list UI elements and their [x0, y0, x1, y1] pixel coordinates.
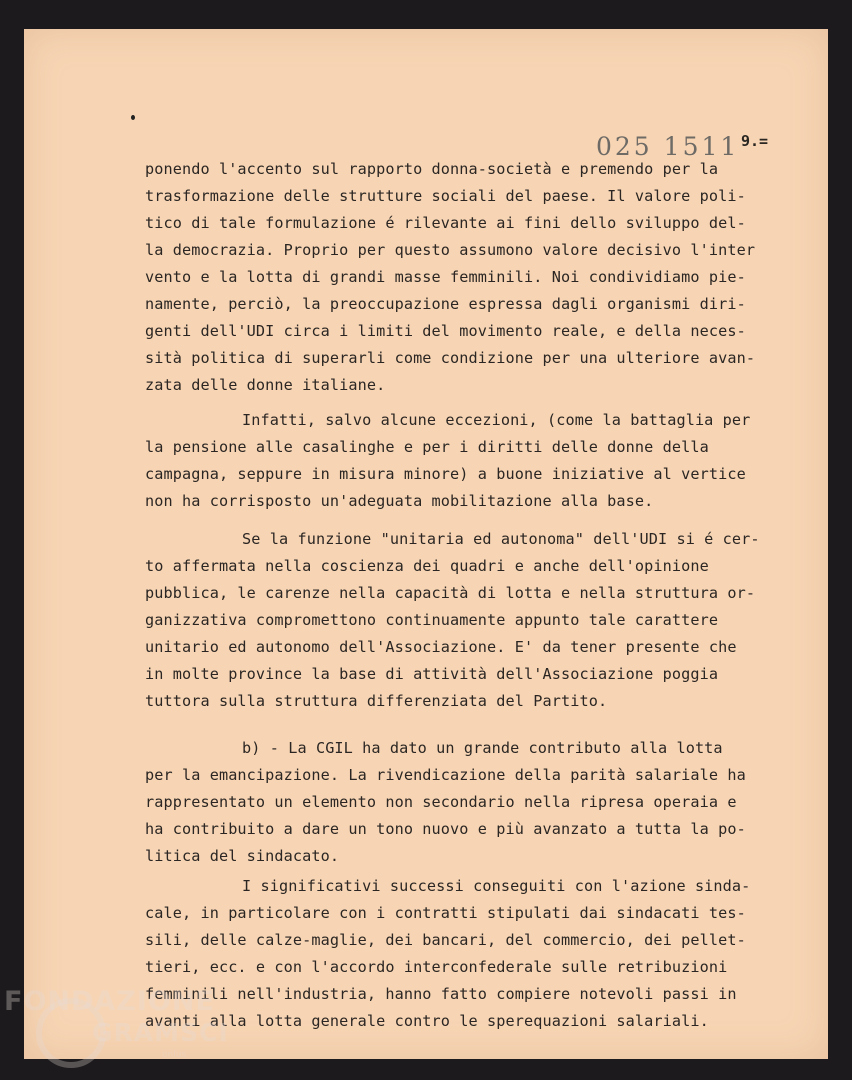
page-number: 9.= [741, 132, 769, 150]
watermark-line3: onlus [162, 1050, 187, 1060]
text-line: la pensione alle casalinghe e per i diritti delle donne della [145, 438, 709, 456]
text-line: litica del sindacato. [145, 847, 340, 865]
text-line: cale, in particolare con i contratti stipulati dai sindacati tes- [145, 904, 746, 922]
watermark-line1: FONDAZIONE [4, 986, 215, 1017]
text-line: tuttora sulla struttura differenziata del Partito. [145, 692, 608, 710]
text-line: namente, perciò, la preoccupazione espressa dagli organismi diri- [145, 295, 746, 313]
text-line: campagna, seppure in misura minore) a buone iniziative al vertice [145, 465, 746, 483]
text-line: pubblica, le carenze nella capacità di lotta e nella struttura or- [145, 584, 756, 602]
text-line: trasformazione delle strutture sociali del paese. Il valore poli- [145, 187, 746, 205]
text-line: avanti alla lotta generale contro le sperequazioni salariali. [145, 1012, 709, 1030]
text-line: ha contribuito a dare un tono nuovo e più avanzato a tutta la po- [145, 820, 746, 838]
paragraph-start-line: Infatti, salvo alcune eccezioni, (come la battaglia per [242, 411, 751, 429]
text-line: per la emancipazione. La rivendicazione della parità salariale ha [145, 766, 746, 784]
archive-stamp-number: 025 1511 [596, 132, 740, 161]
text-line: sili, delle calze-maglie, dei bancari, del commercio, dei pellet- [145, 931, 746, 949]
text-line: ganizzativa compromettono continuamente appunto tale carattere [145, 611, 719, 629]
text-line: ponendo l'accento sul rapporto donna-società e premendo per la [145, 160, 719, 178]
paragraph-start-line: I significativi successi conseguiti con l'azione sinda- [242, 877, 751, 895]
ink-speck [131, 115, 135, 120]
text-line: rappresentato un elemento non secondario nella ripresa operaia e [145, 793, 737, 811]
text-line: unitario ed autonomo dell'Associazione. E' da tener presente che [145, 638, 737, 656]
text-line: vento e la lotta di grandi masse femminili. Noi condividiamo pie- [145, 268, 746, 286]
text-line: genti dell'UDI circa i limiti del movimento reale, e della neces- [145, 322, 746, 340]
text-line: to affermata nella coscienza dei quadri e anche dell'opinione [145, 557, 709, 575]
text-line: tieri, ecc. e con l'accordo interconfederale sulle retribuzioni [145, 958, 728, 976]
text-line: non ha corrisposto un'adeguata mobilitazione alla base. [145, 492, 654, 510]
section-b-start-line: b) - La CGIL ha dato un grande contributo alla lotta [242, 739, 723, 757]
text-line: tico di tale formulazione é rilevante ai fini dello sviluppo del- [145, 214, 746, 232]
text-line: sità politica di superarli come condizione per una ulteriore avan- [145, 349, 756, 367]
fondazione-gramsci-watermark [4, 986, 254, 1080]
text-line: in molte province la base di attività dell'Associazione poggia [145, 665, 719, 683]
watermark-line2: GRAMSCI [92, 1018, 229, 1047]
text-line: la democrazia. Proprio per questo assumono valore decisivo l'inter [145, 241, 756, 259]
text-line: zata delle donne italiane. [145, 376, 386, 394]
text-line: femminili nell'industria, hanno fatto compiere notevoli passi in [145, 985, 737, 1003]
paragraph-start-line: Se la funzione "unitaria ed autonoma" dell'UDI si é cer- [242, 530, 760, 548]
